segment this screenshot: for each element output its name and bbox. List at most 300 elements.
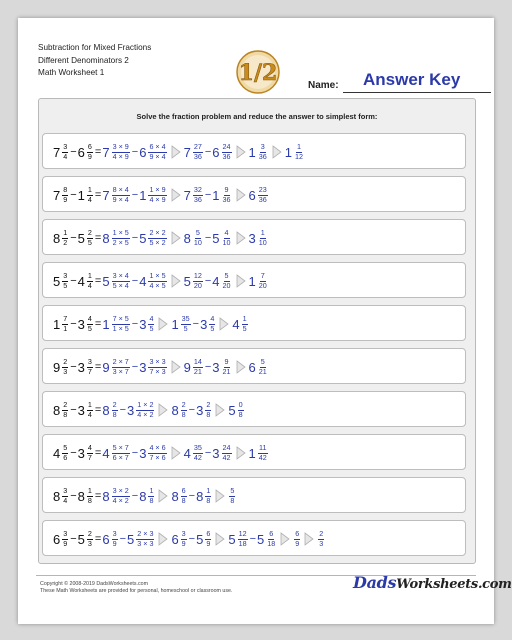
whole-number: 8 xyxy=(53,230,61,246)
fraction xyxy=(222,272,232,290)
mixed-number xyxy=(212,358,232,376)
mixed-number xyxy=(171,487,187,505)
minus-sign: − xyxy=(204,447,212,459)
whole-number: 4 xyxy=(139,273,147,289)
fraction xyxy=(258,143,268,161)
whole-number: 9 xyxy=(102,359,110,375)
minus-sign: − xyxy=(70,447,77,459)
denominator: 21 xyxy=(222,366,231,376)
whole-number: 7 xyxy=(102,144,110,160)
dadsworksheets-logo xyxy=(353,573,512,592)
denominator: 7 × 3 xyxy=(149,366,166,376)
mixed-number xyxy=(102,401,118,419)
fraction xyxy=(112,229,130,247)
numerator: 3 xyxy=(112,528,117,538)
fraction xyxy=(181,401,187,419)
step-arrow-icon xyxy=(171,446,181,460)
step-arrow-icon xyxy=(158,317,168,331)
minus-sign: − xyxy=(131,189,139,201)
fraction xyxy=(112,487,130,505)
whole-number: 3 xyxy=(200,316,208,332)
fraction xyxy=(205,487,211,505)
answer-steps xyxy=(102,143,305,161)
problem-equation xyxy=(53,134,305,170)
fraction xyxy=(112,530,118,548)
numerator: 8 × 4 xyxy=(112,184,129,194)
whole-number: 3 xyxy=(77,359,85,375)
mixed-number xyxy=(78,358,94,376)
numerator: 3 × 3 xyxy=(149,356,166,366)
mixed-number xyxy=(139,186,167,204)
fraction xyxy=(87,358,93,376)
denominator: 5 × 4 xyxy=(112,280,129,290)
denominator: 3 × 3 xyxy=(137,538,154,548)
whole-number: 3 xyxy=(248,230,256,246)
whole-number: 4 xyxy=(212,273,220,289)
step-arrow-icon xyxy=(272,145,282,159)
denominator: 2 xyxy=(63,237,68,247)
fraction xyxy=(62,487,68,505)
worksheet-titles xyxy=(38,42,151,80)
denominator: 8 xyxy=(206,409,211,419)
minus-sign: − xyxy=(70,361,77,373)
numerator: 1 × 2 xyxy=(137,399,154,409)
numerator: 6 xyxy=(269,528,274,538)
numerator: 1 × 9 xyxy=(149,184,166,194)
denominator: 12 xyxy=(295,151,303,161)
problem-equation xyxy=(53,478,236,514)
mixed-number xyxy=(249,143,269,161)
numerator: 3 xyxy=(63,485,68,495)
problem-equation xyxy=(53,435,269,471)
whole-number: 6 xyxy=(171,531,179,547)
numerator: 1 xyxy=(87,184,92,194)
fraction xyxy=(193,272,203,290)
whole-number: 1 xyxy=(212,187,220,203)
denominator: 4 xyxy=(63,151,68,161)
fraction xyxy=(222,444,232,462)
numerator: 2 × 7 xyxy=(112,356,129,366)
mixed-number xyxy=(102,487,130,505)
mixed-number xyxy=(171,315,191,333)
answer-steps xyxy=(102,186,268,204)
numerator: 1 xyxy=(87,485,92,495)
numerator: 1 xyxy=(297,141,301,151)
step-arrow-icon xyxy=(215,532,225,546)
mixed-number xyxy=(78,401,94,419)
minus-sign: − xyxy=(70,232,77,244)
fraction xyxy=(205,401,211,419)
whole-number: 1 xyxy=(248,445,256,461)
denominator: 5 xyxy=(210,323,215,333)
mixed-number xyxy=(249,229,269,247)
denominator: 8 xyxy=(112,409,117,419)
answer-steps xyxy=(102,487,236,505)
whole-number: 8 xyxy=(53,402,61,418)
denominator: 4 xyxy=(87,409,92,419)
fraction xyxy=(242,315,248,333)
answer-steps xyxy=(102,358,268,376)
step-arrow-icon xyxy=(219,317,229,331)
numerator: 35 xyxy=(181,313,190,323)
whole-number: 3 xyxy=(212,445,220,461)
whole-number: 3 xyxy=(139,316,147,332)
mixed-number xyxy=(78,143,94,161)
whole-number: 3 xyxy=(77,316,85,332)
minus-sign: − xyxy=(204,361,212,373)
fraction xyxy=(258,229,268,247)
minus-sign: − xyxy=(204,232,212,244)
numerator: 11 xyxy=(259,442,267,452)
mixed-number xyxy=(102,358,130,376)
usage-note: These Math Worksheets are provided for personal, homeschool or classroom use. xyxy=(40,588,233,594)
fraction xyxy=(258,272,268,290)
denominator: 9 xyxy=(63,538,68,548)
mixed-number xyxy=(196,401,212,419)
denominator: 36 xyxy=(222,194,231,204)
denominator: 8 xyxy=(181,409,186,419)
step-arrow-icon xyxy=(158,489,168,503)
denominator: 10 xyxy=(193,237,202,247)
whole-number: 5 xyxy=(139,230,147,246)
denominator: 4 × 9 xyxy=(149,194,166,204)
numerator: 2 xyxy=(206,399,211,409)
problem-row xyxy=(42,305,466,341)
mixed-number xyxy=(53,315,69,333)
minus-sign: − xyxy=(131,275,139,287)
equals-sign: = xyxy=(94,361,102,373)
mixed-number xyxy=(212,186,232,204)
whole-number: 5 xyxy=(257,531,265,547)
whole-number: 8 xyxy=(53,488,61,504)
whole-number: 8 xyxy=(183,230,191,246)
equals-sign: = xyxy=(94,318,102,330)
numerator: 2 xyxy=(112,399,117,409)
title-line-3: Math Worksheet 1 xyxy=(38,68,105,77)
numerator: 35 xyxy=(193,442,202,452)
mixed-number xyxy=(78,229,94,247)
denominator: 36 xyxy=(193,151,202,161)
numerator: 4 xyxy=(210,313,215,323)
mixed-number xyxy=(249,272,269,290)
problem-row xyxy=(42,477,466,513)
minus-sign: − xyxy=(70,318,77,330)
denominator: 9 xyxy=(87,151,92,161)
minus-sign: − xyxy=(188,490,196,502)
whole-number: 6 xyxy=(77,144,85,160)
whole-number: 4 xyxy=(77,273,85,289)
denominator: 8 xyxy=(181,495,186,505)
denominator: 4 × 9 xyxy=(112,151,129,161)
whole-number: 5 xyxy=(228,402,236,418)
fraction xyxy=(148,143,166,161)
minus-sign: − xyxy=(70,533,77,545)
problem-row xyxy=(42,348,466,384)
fraction xyxy=(112,186,130,204)
minus-sign: − xyxy=(131,232,139,244)
whole-number: 1 xyxy=(248,273,256,289)
denominator: 3 × 7 xyxy=(112,366,129,376)
denominator: 9 × 4 xyxy=(112,194,129,204)
minus-sign: − xyxy=(70,189,77,201)
mixed-number xyxy=(249,186,269,204)
copyright-text: Copyright © 2008-2019 DadsWorksheets.com xyxy=(40,581,149,587)
mixed-number xyxy=(184,358,204,376)
numerator: 1 × 5 xyxy=(149,270,166,280)
numerator: 3 × 4 xyxy=(112,270,129,280)
denominator: 36 xyxy=(258,151,267,161)
numerator: 5 × 7 xyxy=(112,442,129,452)
numerator: 3 xyxy=(87,356,92,366)
mixed-number xyxy=(139,444,167,462)
denominator: 8 xyxy=(149,495,154,505)
denominator: 36 xyxy=(193,194,202,204)
fraction xyxy=(87,229,93,247)
whole-number: 5 xyxy=(77,531,85,547)
numerator: 5 xyxy=(195,227,200,237)
whole-number: 4 xyxy=(232,316,240,332)
denominator: 9 xyxy=(112,538,117,548)
numerator: 1 xyxy=(242,313,247,323)
numerator: 6 xyxy=(206,528,211,538)
fraction xyxy=(222,229,232,247)
numerator: 2 × 3 xyxy=(137,528,154,538)
fraction xyxy=(62,186,68,204)
numerator: 3 xyxy=(63,270,68,280)
footer-text xyxy=(40,581,232,595)
mixed-number xyxy=(102,229,130,247)
fraction xyxy=(193,186,203,204)
mixed-number xyxy=(139,358,167,376)
whole-number: 9 xyxy=(53,359,61,375)
minus-sign: − xyxy=(204,146,212,158)
numerator: 3 × 9 xyxy=(112,141,129,151)
whole-number: 8 xyxy=(102,402,110,418)
numerator: 1 xyxy=(87,399,92,409)
fraction xyxy=(181,487,187,505)
denominator: 10 xyxy=(222,237,231,247)
answer-steps xyxy=(102,315,248,333)
equals-sign: = xyxy=(94,490,102,502)
minus-sign: − xyxy=(131,490,139,502)
step-arrow-icon xyxy=(304,532,314,546)
numerator: 1 xyxy=(206,485,211,495)
numerator: 4 xyxy=(87,442,92,452)
denominator: 4 xyxy=(87,194,92,204)
mixed-number xyxy=(212,143,232,161)
denominator: 7 × 6 xyxy=(149,452,166,462)
mixed-number xyxy=(78,444,94,462)
mixed-number xyxy=(184,186,204,204)
mixed-number xyxy=(184,143,204,161)
fraction xyxy=(62,315,68,333)
problem-row xyxy=(42,176,466,212)
mixed-number xyxy=(78,315,94,333)
denominator: 36 xyxy=(222,151,231,161)
whole-number: 3 xyxy=(77,402,85,418)
numerator: 2 xyxy=(319,528,324,538)
fraction xyxy=(229,487,235,505)
numerator: 6 xyxy=(181,485,186,495)
step-arrow-icon xyxy=(236,446,246,460)
mixed-number xyxy=(53,186,69,204)
denominator: 8 xyxy=(206,495,211,505)
whole-number: 8 xyxy=(196,488,204,504)
mixed-number xyxy=(184,444,204,462)
numerator: 7 × 5 xyxy=(112,313,129,323)
fraction xyxy=(148,444,166,462)
numerator: 2 xyxy=(87,227,92,237)
denominator: 5 xyxy=(87,237,92,247)
denominator: 4 xyxy=(87,280,92,290)
whole-number: 8 xyxy=(171,402,179,418)
fraction xyxy=(62,272,68,290)
step-arrow-icon xyxy=(171,188,181,202)
mixed-number xyxy=(257,530,277,548)
whole-number: 7 xyxy=(53,144,61,160)
fraction xyxy=(136,530,154,548)
whole-number: 5 xyxy=(77,230,85,246)
denominator: 20 xyxy=(222,280,231,290)
problem-row xyxy=(42,133,466,169)
whole-number: 5 xyxy=(228,531,236,547)
name-underline xyxy=(343,92,491,93)
mixed-number xyxy=(171,530,187,548)
numerator: 4 xyxy=(149,313,154,323)
mixed-number xyxy=(212,444,232,462)
step-arrow-icon xyxy=(158,532,168,546)
mixed-number xyxy=(200,315,216,333)
minus-sign: − xyxy=(204,189,212,201)
denominator: 3 xyxy=(87,538,92,548)
numerator: 2 × 2 xyxy=(149,227,166,237)
whole-number: 3 xyxy=(77,445,85,461)
whole-number: 7 xyxy=(102,187,110,203)
numerator: 5 xyxy=(230,485,235,495)
whole-number: 1 xyxy=(171,316,179,332)
step-arrow-icon xyxy=(215,403,225,417)
numerator: 9 xyxy=(224,184,229,194)
denominator: 20 xyxy=(258,280,267,290)
answer-steps xyxy=(102,272,268,290)
numerator: 27 xyxy=(193,141,202,151)
step-arrow-icon xyxy=(236,145,246,159)
fraction xyxy=(258,186,268,204)
fraction xyxy=(193,444,203,462)
fraction xyxy=(112,401,118,419)
numerator: 0 xyxy=(238,399,243,409)
whole-number: 6 xyxy=(139,144,147,160)
name-label: Name: xyxy=(308,80,339,91)
equals-sign: = xyxy=(94,146,102,158)
step-arrow-icon xyxy=(215,489,225,503)
whole-number: 8 xyxy=(171,488,179,504)
whole-number: 6 xyxy=(248,187,256,203)
problem-row xyxy=(42,434,466,470)
fraction xyxy=(112,143,130,161)
denominator: 5 xyxy=(183,323,188,333)
whole-number: 1 xyxy=(77,187,85,203)
fraction xyxy=(222,358,232,376)
fraction xyxy=(87,530,93,548)
numerator: 2 xyxy=(63,356,68,366)
fraction xyxy=(318,530,324,548)
mixed-number xyxy=(249,358,269,376)
whole-number: 6 xyxy=(53,531,61,547)
denominator: 6 xyxy=(63,452,68,462)
fraction xyxy=(112,444,130,462)
fraction xyxy=(148,186,166,204)
numerator: 24 xyxy=(222,141,231,151)
denominator: 9 xyxy=(206,538,211,548)
mixed-number xyxy=(139,272,167,290)
title-line-2: Different Denominators 2 xyxy=(38,55,129,65)
step-arrow-icon xyxy=(158,403,168,417)
one-half-badge-icon xyxy=(236,50,280,94)
equals-sign: = xyxy=(94,447,102,459)
mixed-number xyxy=(249,444,269,462)
whole-number: 5 xyxy=(183,273,191,289)
numerator: 6 × 4 xyxy=(149,141,166,151)
fraction xyxy=(238,530,248,548)
numerator: 3 xyxy=(181,528,186,538)
whole-number: 7 xyxy=(183,187,191,203)
fraction xyxy=(87,315,93,333)
denominator: 6 × 7 xyxy=(112,452,129,462)
minus-sign: − xyxy=(119,533,127,545)
denominator: 4 × 5 xyxy=(149,280,166,290)
fraction xyxy=(148,487,154,505)
mixed-number xyxy=(53,143,69,161)
mixed-number xyxy=(78,530,94,548)
denominator: 4 xyxy=(63,495,68,505)
problem-row xyxy=(42,520,466,556)
numerator: 3 xyxy=(63,528,68,538)
denominator: 9 xyxy=(63,194,68,204)
numerator: 6 xyxy=(295,528,300,538)
denominator: 7 xyxy=(87,452,92,462)
minus-sign: − xyxy=(70,275,77,287)
fraction xyxy=(148,272,166,290)
whole-number: 3 xyxy=(139,359,147,375)
numerator: 23 xyxy=(258,184,267,194)
mixed-number xyxy=(139,487,155,505)
fraction xyxy=(294,143,304,161)
denominator: 18 xyxy=(238,538,247,548)
whole-number: 4 xyxy=(102,445,110,461)
equals-sign: = xyxy=(94,275,102,287)
equals-sign: = xyxy=(94,404,102,416)
mixed-number xyxy=(53,229,69,247)
fraction xyxy=(87,444,93,462)
numerator: 7 xyxy=(63,313,68,323)
fraction xyxy=(62,530,68,548)
problem-equation xyxy=(53,263,269,299)
minus-sign: − xyxy=(131,361,139,373)
fraction xyxy=(148,358,166,376)
step-arrow-icon xyxy=(171,145,181,159)
step-arrow-icon xyxy=(236,360,246,374)
denominator: 9 × 4 xyxy=(149,151,166,161)
denominator: 21 xyxy=(193,366,202,376)
mixed-number xyxy=(53,358,69,376)
denominator: 8 xyxy=(238,409,243,419)
denominator: 10 xyxy=(258,237,267,247)
whole-number: 8 xyxy=(102,230,110,246)
fraction xyxy=(136,401,154,419)
mixed-number xyxy=(139,229,167,247)
minus-sign: − xyxy=(70,404,77,416)
